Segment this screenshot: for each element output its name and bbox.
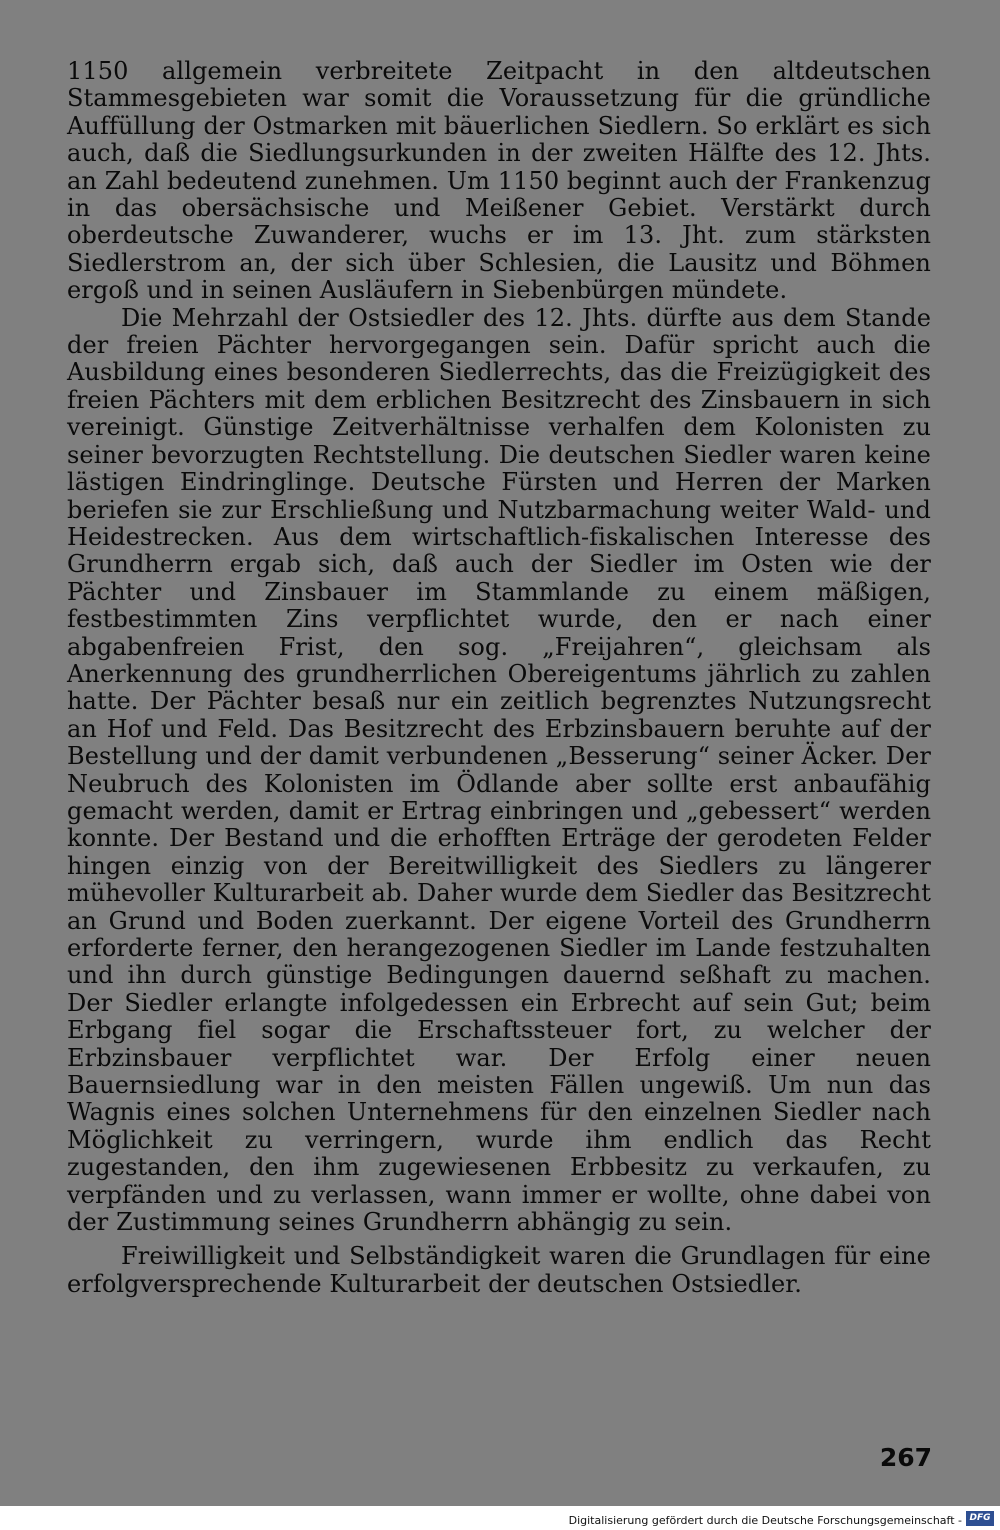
paragraph-3: Freiwilligkeit und Selbständigkeit waren die Grundlagen für eine erfolgversprechende Kulturarbeit der deutschen Ostsiedler. bbox=[67, 1242, 931, 1298]
paragraph-2: Die Mehrzahl der Ostsiedler des 12. Jhts. dürfte aus dem Stande der freien Pächter hervorgegangen sein. Dafür spricht auch die Ausbildung eines besonderen Siedlerrechts, das die Freizügigkeit des freien Pächters mit dem erblichen Besitzrecht des Zinsbauern in sich vereinigt. Günstige Zeitverhältnisse verhalfen dem Kolonisten zu seiner bevorzugten Rechtstellung. Die deutschen Siedler waren keine lästigen Eindringlinge. Deutsche Fürsten und Herren der Marken beriefen sie zur Erschließung und Nutzbarmachung weiter Wald- und Heidestrecken. Aus dem wirtschaftlich-fiskalischen Interesse des Grundherrn ergab sich, daß auch der Siedler im Osten wie der Pächter und Zinsbauer im Stammlande zu einem mäßigen, festbestimmten Zins verpflichtet wurde, den er nach einer abgabenfreien Frist, den sog. „Freijahren“, gleichsam als Anerkennung des grundherrlichen Obereigentums jährlich zu zahlen hatte. Der Pächter besaß nur ein zeitlich begrenztes Nutzungsrecht an Hof und Feld. Das Besitzrecht des Erbzinsbauern beruhte auf der Bestellung und der damit verbundenen „Besserung“ seiner Äcker. Der Neubruch des Kolonisten im Ödlande aber sollte erst anbaufähig gemacht werden, damit er Ertrag einbringen und „gebessert“ werden konnte. Der Bestand und die erhofften Erträge der gerodeten Felder hingen einzig von der Bereitwilligkeit des Siedlers zu längerer mühevoller Kulturarbeit ab. Daher wurde dem Siedler das Besitzrecht an Grund und Boden zuerkannt. Der eigene Vorteil des Grundherrn erforderte ferner, den herangezogenen Siedler im Lande festzuhalten und ihn durch günstige Bedingungen dauernd seßhaft zu machen. Der Siedler erlangte infolgedessen ein Erbrecht auf sein Gut; beim Erbgang fiel sogar die Erschaftssteuer fort, zu welcher der Erbzinsbauer verpflichtet war. Der Erfolg einer neuen Bauernsiedlung war in den meisten Fällen ungewiß. Um nun das Wagnis eines solchen Unternehmens für den einzelnen Siedler nach Möglichkeit zu verringern, wurde ihm endlich das Recht zugestanden, den ihm zugewiesenen Erbbesitz zu verkaufen, zu verpfänden und zu verlassen, wann immer er wollte, ohne dabei von der Zustimmung seines Grundherrn abhängig zu sein. bbox=[67, 303, 931, 1237]
body-text bbox=[67, 58, 931, 1298]
page-number: 267 bbox=[879, 1443, 932, 1472]
footer-credit: Digitalisierung gefördert durch die Deutsche Forschungsgemeinschaft - bbox=[568, 1514, 962, 1527]
dfg-logo-icon: DFG bbox=[966, 1511, 994, 1526]
footer-bar bbox=[0, 1506, 1000, 1530]
paragraph-1: 1150 allgemein verbreitete Zeitpacht in den altdeutschen Stammesgebieten war somit die Voraussetzung für die gründliche Auffüllung der Ostmarken mit bäuerlichen Siedlern. So erklärt es sich auch, daß die Siedlungsurkunden in der zweiten Hälfte des 12. Jhts. an Zahl bedeutend zunehmen. Um 1150 beginnt auch der Frankenzug in das obersächsische und Meißener Gebiet. Verstärkt durch oberdeutsche Zuwanderer, wuchs er im 13. Jht. zum stärksten Siedlerstrom an, der sich über Schlesien, die Lausitz und Böhmen ergoß und in seinen Ausläufern in Siebenbürgen mündete. bbox=[67, 57, 931, 305]
